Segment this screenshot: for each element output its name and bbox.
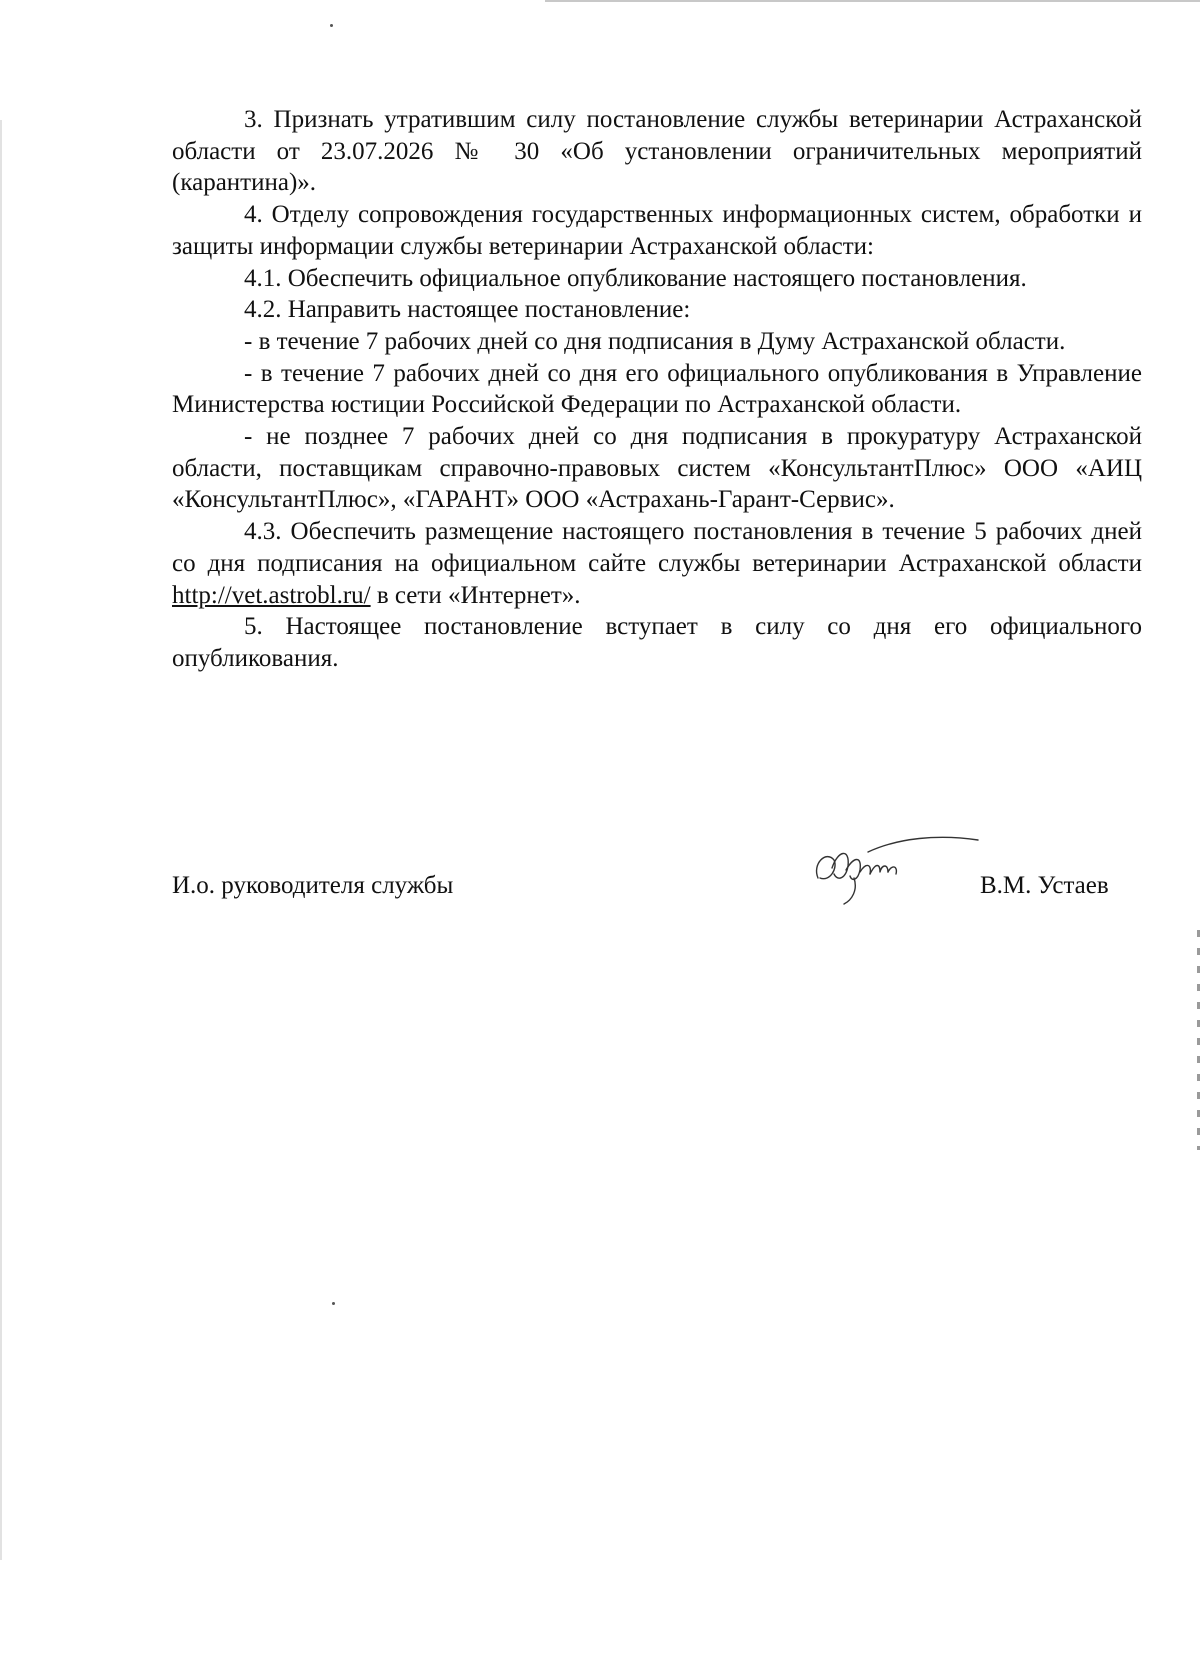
paragraph-item-4-1: 4.1. Обеспечить официальное опубликование настоящего постановления. — [244, 264, 1027, 292]
paragraph-duma: - в течение 7 рабочих дней со дня подписания в Думу Астраханской области. — [244, 327, 1066, 355]
paragraph-prosecutor: - не позднее 7 рабочих дней со дня подписания в прокуратуру Астраханской области, поставщикам справочно-правовых систем «КонсультантПлюс» ООО «АИЦ «КонсультантПлюс», «ГАРАНТ» ООО «Астрахань-Гарант-Сервис». — [172, 423, 1142, 514]
paragraph-item-3: 3. Признать утратившим силу постановление службы ветеринарии Астраханской области от 23.07.2026 № 30 «Об установлении ограничительных мероприятий (карантина)». — [172, 106, 1142, 197]
scan-speck — [330, 24, 333, 27]
paragraph-item-5: 5. Настоящее постановление вступает в силу со дня его официального опубликования. — [172, 613, 1142, 672]
signatory-name: В.М. Устаев — [980, 872, 1109, 899]
paragraph-item-4-3-tail: в сети «Интернет». — [370, 581, 581, 609]
signatory-role: И.о. руководителя службы — [172, 872, 454, 899]
website-link[interactable]: http://vet.astrobl.ru/ — [172, 581, 371, 609]
paragraph-item-4-3 — [172, 516, 1142, 611]
scan-left-edge — [0, 120, 2, 1560]
paragraph-item-4-2: 4.2. Направить настоящее постановление: — [244, 296, 691, 324]
paragraph-ministry: - в течение 7 рабочих дней со дня его официального опубликования в Управление Министерства юстиции Российской Федерации по Астраханской области. — [172, 359, 1142, 419]
document-body — [172, 104, 1142, 675]
paragraph-item-4-3-text: 4.3. Обеспечить размещение настоящего постановления в течение 5 рабочих дней со дня подписания на официальном сайте службы ветеринарии Астраханской области — [172, 518, 1142, 577]
paragraph-item-4: 4. Отделу сопровождения государственных информационных систем, обработки и защиты информации службы ветеринарии Астраханской области: — [172, 201, 1142, 260]
signature-block — [172, 870, 1132, 910]
scan-top-edge — [545, 0, 1200, 2]
scan-speck — [332, 1302, 335, 1305]
